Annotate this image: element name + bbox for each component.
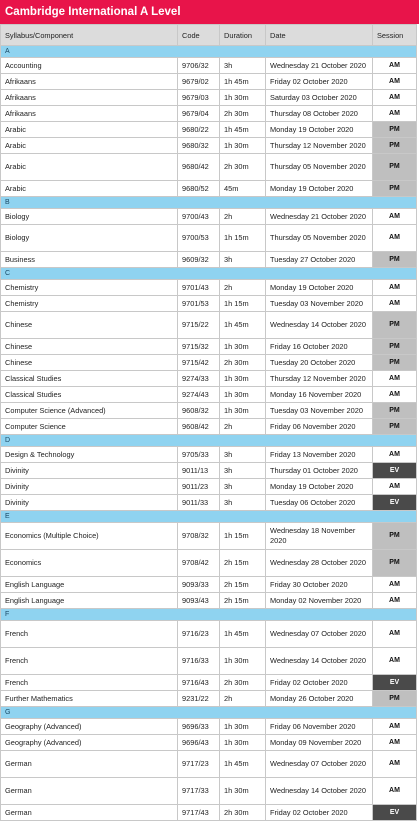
cell-duration: 3h — [220, 495, 266, 511]
session-badge: AM — [373, 58, 417, 74]
table-header-row — [1, 25, 417, 46]
cell-duration: 2h 15m — [220, 550, 266, 577]
session-badge: PM — [373, 523, 417, 550]
cell-syllabus: Computer Science (Advanced) — [1, 403, 178, 419]
cell-duration: 1h 30m — [220, 138, 266, 154]
cell-code: 9696/43 — [178, 735, 220, 751]
session-badge: AM — [373, 751, 417, 778]
cell-code: 9701/53 — [178, 296, 220, 312]
table-row — [1, 181, 417, 197]
session-badge: EV — [373, 675, 417, 691]
cell-duration: 1h 15m — [220, 296, 266, 312]
session-badge: AM — [373, 648, 417, 675]
section-header-row — [1, 707, 417, 719]
section-letter: F — [1, 609, 417, 621]
cell-syllabus: English Language — [1, 577, 178, 593]
cell-duration: 2h 30m — [220, 106, 266, 122]
table-row — [1, 778, 417, 805]
cell-syllabus: Geography (Advanced) — [1, 719, 178, 735]
cell-duration: 1h 30m — [220, 735, 266, 751]
cell-syllabus: Arabic — [1, 138, 178, 154]
section-letter: E — [1, 511, 417, 523]
session-badge: AM — [373, 296, 417, 312]
table-row — [1, 355, 417, 371]
table-row — [1, 719, 417, 735]
cell-syllabus: Arabic — [1, 154, 178, 181]
cell-code: 9715/22 — [178, 312, 220, 339]
cell-duration: 1h 45m — [220, 751, 266, 778]
cell-syllabus: Accounting — [1, 58, 178, 74]
section-header-row — [1, 435, 417, 447]
section-letter: D — [1, 435, 417, 447]
cell-syllabus: Afrikaans — [1, 106, 178, 122]
table-row — [1, 675, 417, 691]
cell-syllabus: Computer Science — [1, 419, 178, 435]
cell-date: Saturday 03 October 2020 — [266, 90, 373, 106]
cell-duration: 3h — [220, 252, 266, 268]
cell-code: 9701/43 — [178, 280, 220, 296]
cell-code: 9274/43 — [178, 387, 220, 403]
cell-date: Wednesday 21 October 2020 — [266, 209, 373, 225]
table-row — [1, 463, 417, 479]
cell-duration: 2h — [220, 280, 266, 296]
cell-code: 9680/52 — [178, 181, 220, 197]
cell-code: 9679/02 — [178, 74, 220, 90]
cell-duration: 2h — [220, 209, 266, 225]
cell-code: 9608/32 — [178, 403, 220, 419]
cell-date: Monday 19 October 2020 — [266, 181, 373, 197]
cell-syllabus: Chinese — [1, 312, 178, 339]
cell-syllabus: Afrikaans — [1, 90, 178, 106]
table-row — [1, 74, 417, 90]
cell-syllabus: Geography (Advanced) — [1, 735, 178, 751]
cell-date: Wednesday 18 November 2020 — [266, 523, 373, 550]
header-duration: Duration — [220, 25, 266, 46]
cell-code: 9708/32 — [178, 523, 220, 550]
cell-code: 9093/43 — [178, 593, 220, 609]
cell-duration: 1h 30m — [220, 719, 266, 735]
session-badge: EV — [373, 463, 417, 479]
table-row — [1, 154, 417, 181]
cell-date: Thursday 12 November 2020 — [266, 138, 373, 154]
cell-date: Thursday 05 November 2020 — [266, 154, 373, 181]
table-row — [1, 58, 417, 74]
cell-code: 9716/23 — [178, 621, 220, 648]
table-row — [1, 495, 417, 511]
cell-duration: 1h 30m — [220, 403, 266, 419]
cell-duration: 2h — [220, 691, 266, 707]
cell-date: Thursday 05 November 2020 — [266, 225, 373, 252]
cell-code: 9274/33 — [178, 371, 220, 387]
cell-syllabus: Divinity — [1, 479, 178, 495]
cell-code: 9011/33 — [178, 495, 220, 511]
cell-syllabus: Classical Studies — [1, 371, 178, 387]
cell-date: Wednesday 14 October 2020 — [266, 648, 373, 675]
session-badge: AM — [373, 479, 417, 495]
session-badge: AM — [373, 280, 417, 296]
table-row — [1, 523, 417, 550]
cell-code: 9716/33 — [178, 648, 220, 675]
cell-syllabus: Design & Technology — [1, 447, 178, 463]
cell-code: 9715/32 — [178, 339, 220, 355]
cell-syllabus: Business — [1, 252, 178, 268]
cell-date: Tuesday 06 October 2020 — [266, 495, 373, 511]
table-row — [1, 403, 417, 419]
cell-date: Friday 06 November 2020 — [266, 419, 373, 435]
section-letter: C — [1, 268, 417, 280]
cell-date: Monday 19 October 2020 — [266, 479, 373, 495]
header-date: Date — [266, 25, 373, 46]
cell-date: Friday 16 October 2020 — [266, 339, 373, 355]
cell-code: 9680/22 — [178, 122, 220, 138]
header-session: Session — [373, 25, 417, 46]
cell-duration: 1h 45m — [220, 122, 266, 138]
cell-syllabus: Further Mathematics — [1, 691, 178, 707]
section-header-row — [1, 46, 417, 58]
cell-duration: 1h 15m — [220, 225, 266, 252]
table-row — [1, 387, 417, 403]
cell-syllabus: Divinity — [1, 495, 178, 511]
cell-date: Wednesday 28 October 2020 — [266, 550, 373, 577]
cell-syllabus: Arabic — [1, 181, 178, 197]
cell-date: Tuesday 20 October 2020 — [266, 355, 373, 371]
table-row — [1, 447, 417, 463]
cell-date: Wednesday 21 October 2020 — [266, 58, 373, 74]
table-row — [1, 735, 417, 751]
table-row — [1, 339, 417, 355]
session-badge: AM — [373, 371, 417, 387]
cell-code: 9680/42 — [178, 154, 220, 181]
cell-date: Friday 30 October 2020 — [266, 577, 373, 593]
cell-code: 9011/23 — [178, 479, 220, 495]
table-row — [1, 209, 417, 225]
cell-code: 9679/04 — [178, 106, 220, 122]
cell-date: Monday 16 November 2020 — [266, 387, 373, 403]
session-badge: AM — [373, 74, 417, 90]
cell-syllabus: German — [1, 805, 178, 821]
session-badge: PM — [373, 122, 417, 138]
cell-syllabus: Biology — [1, 225, 178, 252]
page-title: Cambridge International A Level — [0, 0, 419, 24]
section-letter: A — [1, 46, 417, 58]
cell-date: Friday 13 November 2020 — [266, 447, 373, 463]
session-badge: AM — [373, 778, 417, 805]
cell-syllabus: Arabic — [1, 122, 178, 138]
session-badge: PM — [373, 138, 417, 154]
session-badge: PM — [373, 181, 417, 197]
header-code: Code — [178, 25, 220, 46]
session-badge: AM — [373, 719, 417, 735]
cell-duration: 1h 30m — [220, 339, 266, 355]
cell-code: 9609/32 — [178, 252, 220, 268]
cell-date: Monday 26 October 2020 — [266, 691, 373, 707]
cell-syllabus: Biology — [1, 209, 178, 225]
cell-date: Wednesday 07 October 2020 — [266, 751, 373, 778]
cell-duration: 2h 15m — [220, 593, 266, 609]
section-header-row — [1, 609, 417, 621]
table-row — [1, 312, 417, 339]
session-badge: AM — [373, 106, 417, 122]
cell-syllabus: Afrikaans — [1, 74, 178, 90]
table-row — [1, 751, 417, 778]
section-header-row — [1, 268, 417, 280]
cell-date: Friday 02 October 2020 — [266, 805, 373, 821]
table-row — [1, 593, 417, 609]
table-row — [1, 550, 417, 577]
session-badge: AM — [373, 621, 417, 648]
cell-date: Monday 02 November 2020 — [266, 593, 373, 609]
cell-duration: 3h — [220, 447, 266, 463]
session-badge: PM — [373, 252, 417, 268]
cell-code: 9716/43 — [178, 675, 220, 691]
session-badge: PM — [373, 691, 417, 707]
session-badge: AM — [373, 387, 417, 403]
section-header-row — [1, 197, 417, 209]
cell-syllabus: Economics (Multiple Choice) — [1, 523, 178, 550]
table-row — [1, 122, 417, 138]
cell-syllabus: German — [1, 751, 178, 778]
cell-code: 9608/42 — [178, 419, 220, 435]
cell-syllabus: English Language — [1, 593, 178, 609]
exam-timetable — [0, 24, 417, 821]
cell-code: 9708/42 — [178, 550, 220, 577]
section-letter: B — [1, 197, 417, 209]
session-badge: PM — [373, 355, 417, 371]
cell-code: 9715/42 — [178, 355, 220, 371]
cell-syllabus: Chinese — [1, 355, 178, 371]
cell-date: Wednesday 14 October 2020 — [266, 778, 373, 805]
cell-date: Tuesday 27 October 2020 — [266, 252, 373, 268]
cell-duration: 1h 45m — [220, 312, 266, 339]
cell-duration: 1h 45m — [220, 621, 266, 648]
session-badge: PM — [373, 339, 417, 355]
cell-syllabus: Chemistry — [1, 280, 178, 296]
cell-syllabus: French — [1, 621, 178, 648]
cell-code: 9231/22 — [178, 691, 220, 707]
cell-duration: 1h 30m — [220, 648, 266, 675]
session-badge: PM — [373, 403, 417, 419]
table-body — [1, 46, 417, 821]
cell-duration: 1h 45m — [220, 74, 266, 90]
cell-date: Monday 19 October 2020 — [266, 122, 373, 138]
cell-syllabus: French — [1, 648, 178, 675]
session-badge: AM — [373, 447, 417, 463]
cell-date: Friday 06 November 2020 — [266, 719, 373, 735]
session-badge: EV — [373, 495, 417, 511]
cell-duration: 3h — [220, 58, 266, 74]
cell-duration: 3h — [220, 463, 266, 479]
cell-code: 9706/32 — [178, 58, 220, 74]
cell-duration: 45m — [220, 181, 266, 197]
cell-syllabus: Economics — [1, 550, 178, 577]
table-row — [1, 106, 417, 122]
session-badge: AM — [373, 735, 417, 751]
session-badge: PM — [373, 154, 417, 181]
cell-syllabus: Classical Studies — [1, 387, 178, 403]
cell-date: Monday 19 October 2020 — [266, 280, 373, 296]
cell-duration: 2h 15m — [220, 577, 266, 593]
table-row — [1, 280, 417, 296]
cell-code: 9696/33 — [178, 719, 220, 735]
table-row — [1, 691, 417, 707]
session-badge: PM — [373, 312, 417, 339]
cell-duration: 1h 30m — [220, 387, 266, 403]
table-row — [1, 296, 417, 312]
cell-date: Thursday 08 October 2020 — [266, 106, 373, 122]
cell-date: Wednesday 14 October 2020 — [266, 312, 373, 339]
cell-code: 9700/53 — [178, 225, 220, 252]
cell-syllabus: French — [1, 675, 178, 691]
cell-duration: 1h 30m — [220, 778, 266, 805]
cell-code: 9717/33 — [178, 778, 220, 805]
table-row — [1, 252, 417, 268]
cell-date: Friday 02 October 2020 — [266, 74, 373, 90]
cell-code: 9680/32 — [178, 138, 220, 154]
cell-duration: 2h 30m — [220, 675, 266, 691]
table-row — [1, 90, 417, 106]
cell-date: Monday 09 November 2020 — [266, 735, 373, 751]
cell-date: Wednesday 07 October 2020 — [266, 621, 373, 648]
cell-duration: 3h — [220, 479, 266, 495]
cell-duration: 1h 30m — [220, 90, 266, 106]
cell-syllabus: Divinity — [1, 463, 178, 479]
cell-duration: 2h 30m — [220, 154, 266, 181]
cell-duration: 2h — [220, 419, 266, 435]
cell-date: Tuesday 03 November 2020 — [266, 296, 373, 312]
cell-code: 9093/33 — [178, 577, 220, 593]
cell-code: 9011/13 — [178, 463, 220, 479]
section-letter: G — [1, 707, 417, 719]
cell-syllabus: Chinese — [1, 339, 178, 355]
session-badge: AM — [373, 225, 417, 252]
session-badge: PM — [373, 419, 417, 435]
cell-syllabus: German — [1, 778, 178, 805]
session-badge: AM — [373, 577, 417, 593]
cell-code: 9705/33 — [178, 447, 220, 463]
table-row — [1, 225, 417, 252]
table-row — [1, 419, 417, 435]
header-syllabus: Syllabus/Component — [1, 25, 178, 46]
section-header-row — [1, 511, 417, 523]
cell-date: Thursday 01 October 2020 — [266, 463, 373, 479]
table-row — [1, 577, 417, 593]
session-badge: AM — [373, 593, 417, 609]
cell-date: Thursday 12 November 2020 — [266, 371, 373, 387]
table-row — [1, 479, 417, 495]
session-badge: AM — [373, 209, 417, 225]
cell-duration: 1h 30m — [220, 371, 266, 387]
session-badge: AM — [373, 90, 417, 106]
session-badge: PM — [373, 550, 417, 577]
table-row — [1, 138, 417, 154]
table-row — [1, 648, 417, 675]
cell-date: Friday 02 October 2020 — [266, 675, 373, 691]
cell-syllabus: Chemistry — [1, 296, 178, 312]
cell-duration: 1h 15m — [220, 523, 266, 550]
cell-date: Tuesday 03 November 2020 — [266, 403, 373, 419]
table-row — [1, 371, 417, 387]
cell-code: 9700/43 — [178, 209, 220, 225]
cell-code: 9679/03 — [178, 90, 220, 106]
session-badge: EV — [373, 805, 417, 821]
cell-code: 9717/23 — [178, 751, 220, 778]
table-row — [1, 805, 417, 821]
cell-code: 9717/43 — [178, 805, 220, 821]
cell-duration: 2h 30m — [220, 355, 266, 371]
table-row — [1, 621, 417, 648]
cell-duration: 2h 30m — [220, 805, 266, 821]
